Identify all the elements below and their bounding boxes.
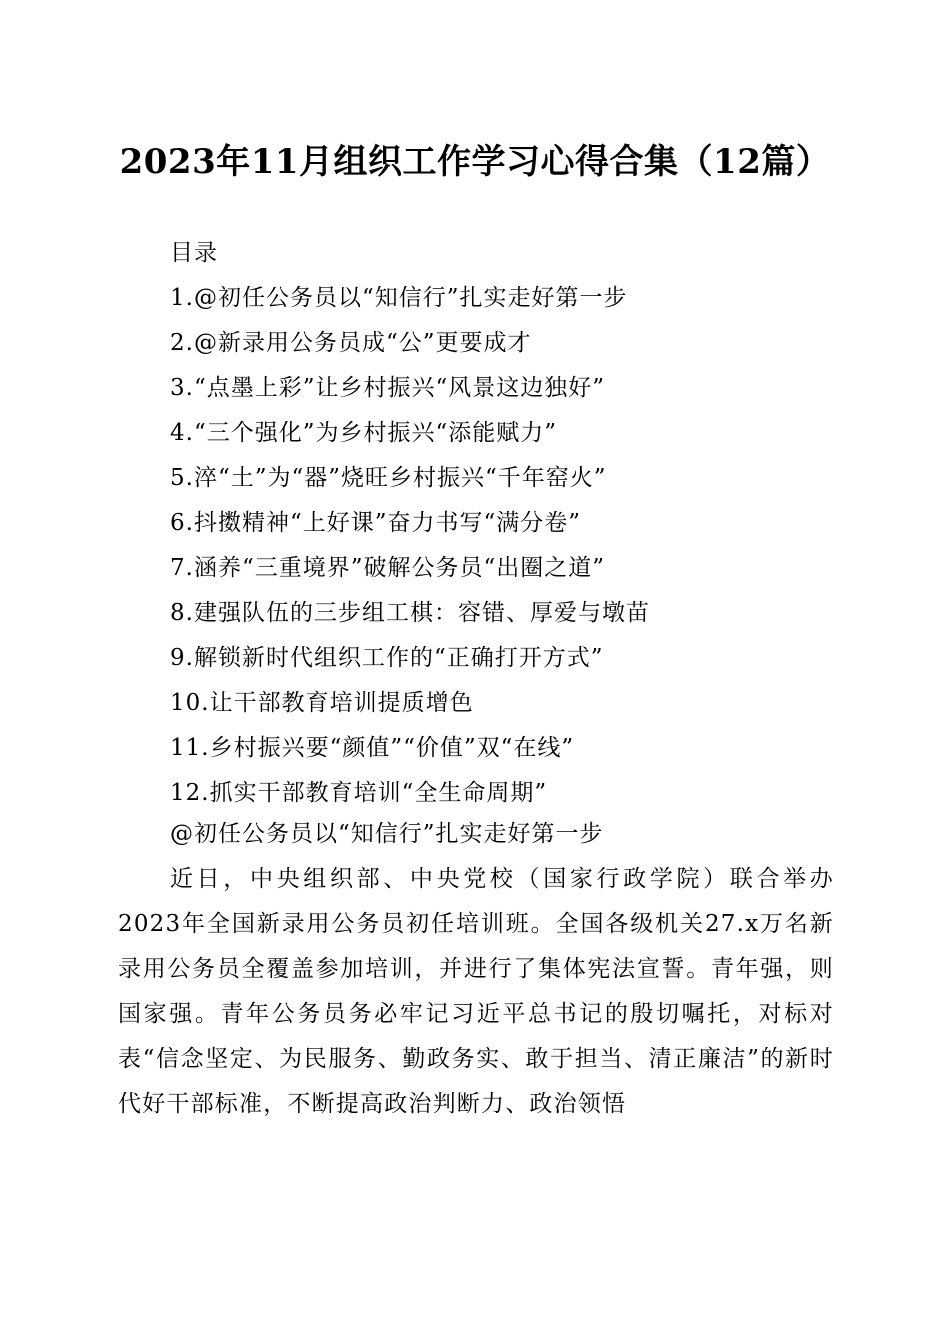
toc-item-12: 12.抓实干部教育培训“全生命周期” <box>170 780 548 806</box>
document-title: 2023年11月组织工作学习心得合集（12篇） <box>119 142 831 182</box>
section-heading: @初任公务员以“知信行”扎实走好第一步 <box>170 821 604 847</box>
toc-item-10: 10.让干部教育培训提质增色 <box>170 690 474 716</box>
toc-item-6: 6.抖擞精神“上好课”奋力书写“满分卷” <box>170 510 581 536</box>
toc-item-11: 11.乡村振兴要“颜值”“价值”双“在线” <box>170 735 575 761</box>
table-of-contents <box>170 231 870 816</box>
toc-heading: 目录 <box>170 240 218 266</box>
toc-item-2: 2.@新录用公务员成“公”更要成才 <box>170 330 532 356</box>
toc-item-5: 5.淬“土”为“器”烧旺乡村振兴“千年窑火” <box>170 465 607 491</box>
toc-item-9: 9.解锁新时代组织工作的“正确打开方式” <box>170 645 604 671</box>
toc-item-4: 4.“三个强化”为乡村振兴“添能赋力” <box>170 420 557 446</box>
toc-item-3: 3.“点墨上彩”让乡村振兴“风景这边独好” <box>170 375 605 401</box>
toc-item-1: 1.@初任公务员以“知信行”扎实走好第一步 <box>170 285 628 311</box>
body-paragraph: 近日，中央组织部、中央党校（国家行政学院）联合举办2023年全国新录用公务员初任培训班。全国各级机关27.x万名新录用公务员全覆盖参加培训，并进行了集体宪法宣誓。青年强，则国家强。青年公务员务必牢记习近平总书记的殷切嘱托，对标对表“信念坚定、为民服务、勤政务实、敢于担当、清正廉洁”的新时代好干部标准，不断提高政治判断力、政治领悟 <box>118 866 834 1117</box>
toc-item-7: 7.涵养“三重境界”破解公务员“出圈之道” <box>170 555 605 581</box>
toc-item-8: 8.建强队伍的三步组工棋：容错、厚爱与墩苗 <box>170 600 650 626</box>
